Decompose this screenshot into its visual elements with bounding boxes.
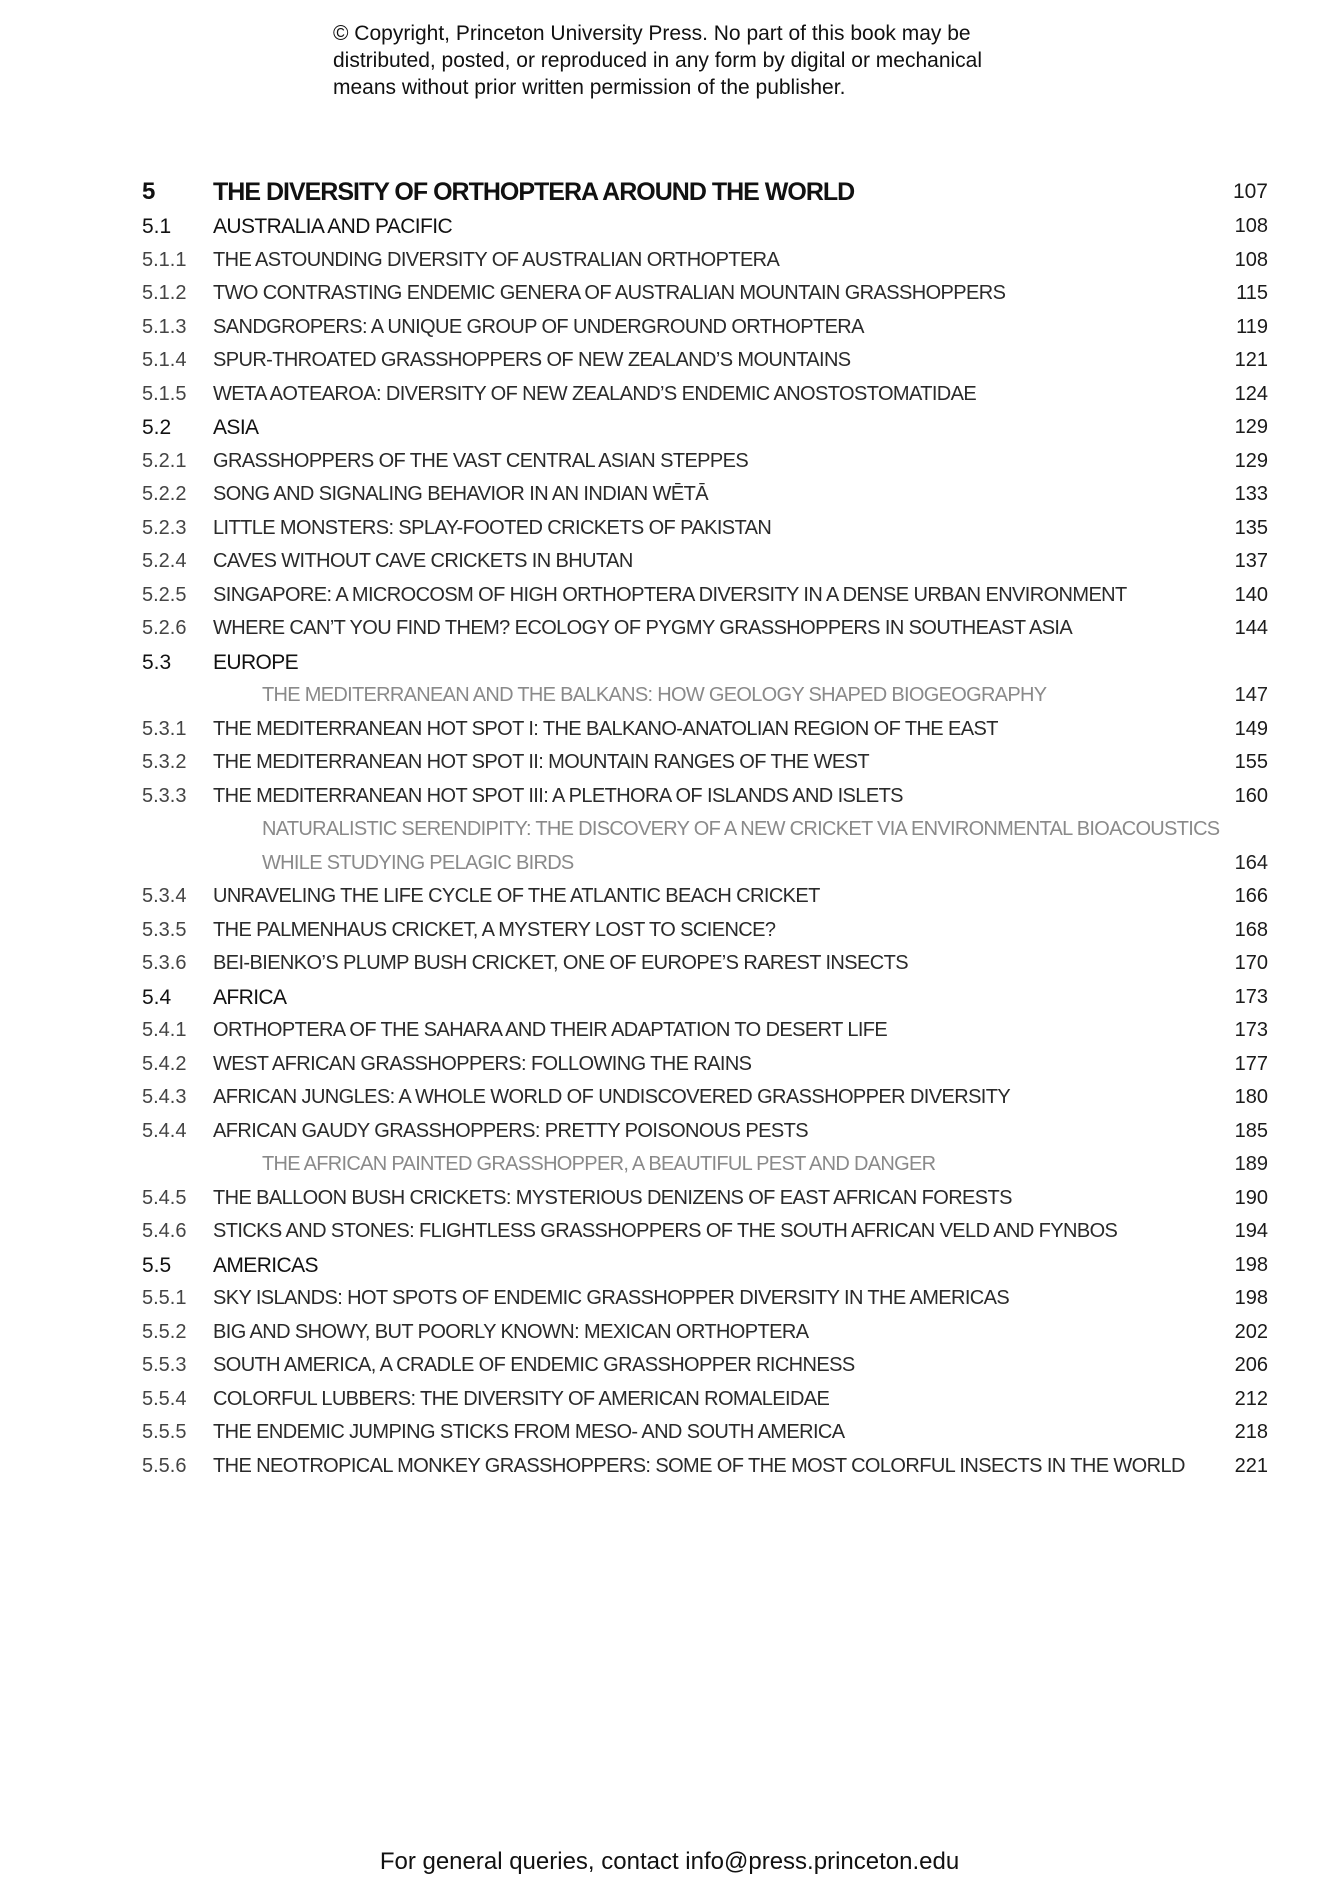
toc-box-row	[142, 679, 1268, 713]
toc-page-number: 218	[1234, 1421, 1268, 1443]
toc-box-row	[142, 1148, 1268, 1182]
toc-page-number: 221	[1234, 1454, 1268, 1477]
toc-title: THE MEDITERRANEAN HOT SPOT II: MOUNTAIN RANGES OF THE WEST	[213, 751, 870, 773]
toc-entry-row	[142, 311, 1268, 345]
toc-page-number: 173	[1234, 985, 1268, 1008]
toc-title: AMERICAS	[213, 1253, 318, 1277]
toc-number: 5.2.3	[142, 516, 187, 539]
toc-number: 5.5.4	[142, 1387, 187, 1410]
toc-entry-row	[142, 1450, 1268, 1484]
toc-box-row	[142, 813, 1268, 847]
toc-entry-row	[142, 344, 1268, 378]
copyright-line-3: means without prior written permission of the publisher.	[333, 76, 846, 99]
toc-page-number: 129	[1234, 416, 1268, 438]
toc-section-row	[142, 210, 1268, 244]
toc-page-number: 147	[1234, 684, 1268, 706]
toc-title: THE AFRICAN PAINTED GRASSHOPPER, A BEAUTIFUL PEST AND DANGER	[262, 1153, 936, 1175]
toc-title: SONG AND SIGNALING BEHAVIOR IN AN INDIAN WĒTĀ	[213, 483, 708, 505]
toc-title: ORTHOPTERA OF THE SAHARA AND THEIR ADAPTATION TO DESERT LIFE	[213, 1019, 888, 1041]
toc-number: 5.2.5	[142, 583, 187, 606]
toc-entry-row	[142, 277, 1268, 311]
toc-page-number: 115	[1236, 282, 1268, 304]
toc-number: 5.3.1	[142, 717, 187, 740]
toc-title: CAVES WITHOUT CAVE CRICKETS IN BHUTAN	[213, 550, 633, 572]
copyright-line-1: © Copyright, Princeton University Press. No part of this book may be	[333, 22, 971, 45]
toc-entry-row	[142, 1182, 1268, 1216]
toc-entry-row	[142, 880, 1268, 914]
toc-page-number: 185	[1234, 1119, 1268, 1142]
toc-page-number: 180	[1234, 1086, 1268, 1108]
toc-page-number: 160	[1234, 784, 1268, 807]
toc-title: WETA AOTEAROA: DIVERSITY OF NEW ZEALAND’S ENDEMIC ANOSTOSTOMATIDAE	[213, 382, 977, 405]
toc-page-number: 170	[1234, 952, 1268, 974]
toc-number: 5.3.2	[142, 751, 187, 773]
toc-number: 5.1.3	[142, 315, 187, 338]
toc-title: SANDGROPERS: A UNIQUE GROUP OF UNDERGROUND ORTHOPTERA	[213, 315, 864, 338]
toc-number: 5.2	[142, 416, 172, 439]
toc-number: 5.2.1	[142, 449, 187, 472]
toc-title: BIG AND SHOWY, BUT POORLY KNOWN: MEXICAN ORTHOPTERA	[213, 1320, 809, 1343]
toc-number: 5.1	[142, 215, 172, 238]
toc-page-number: 144	[1234, 617, 1268, 639]
toc-page-number: 166	[1234, 885, 1268, 907]
toc-entry-row	[142, 244, 1268, 278]
toc-number: 5.5.6	[142, 1454, 187, 1477]
toc-title: LITTLE MONSTERS: SPLAY-FOOTED CRICKETS OF PAKISTAN	[213, 516, 772, 539]
table-of-contents	[142, 174, 1268, 1483]
toc-page-number: 124	[1234, 382, 1268, 405]
toc-number: 5.2.6	[142, 617, 187, 639]
toc-entry-row	[142, 947, 1268, 981]
toc-page-number: 137	[1234, 550, 1268, 572]
toc-title: SOUTH AMERICA, A CRADLE OF ENDEMIC GRASSHOPPER RICHNESS	[213, 1354, 855, 1376]
toc-entry-row	[142, 579, 1268, 613]
toc-page-number: 140	[1234, 583, 1268, 606]
toc-number: 5	[142, 178, 156, 205]
toc-chapter-row	[142, 174, 1268, 210]
toc-page-number: 107	[1232, 180, 1268, 203]
toc-title: TWO CONTRASTING ENDEMIC GENERA OF AUSTRALIAN MOUNTAIN GRASSHOPPERS	[213, 282, 1006, 304]
toc-section-row	[142, 411, 1268, 445]
toc-page-number: 164	[1234, 851, 1268, 874]
toc-number: 5.4	[142, 985, 172, 1009]
toc-title: WHILE STUDYING PELAGIC BIRDS	[262, 851, 574, 874]
footer-contact: For general queries, contact info@press.princeton.edu	[379, 1848, 960, 1875]
toc-page-number: 173	[1234, 1019, 1268, 1041]
toc-number: 5.4.4	[142, 1119, 187, 1142]
toc-number: 5.5.3	[142, 1354, 187, 1376]
toc-page-number: 135	[1234, 516, 1268, 539]
toc-number: 5.5.1	[142, 1287, 187, 1309]
toc-number: 5.5.2	[142, 1320, 187, 1343]
toc-page-number: 108	[1234, 215, 1268, 237]
toc-title: THE DIVERSITY OF ORTHOPTERA AROUND THE WORLD	[213, 178, 855, 206]
toc-title: THE MEDITERRANEAN AND THE BALKANS: HOW GEOLOGY SHAPED BIOGEOGRAPHY	[262, 684, 1047, 706]
toc-number: 5.1.1	[142, 248, 187, 271]
copyright-line-2: distributed, posted, or reproduced in any form by digital or mechanical	[333, 49, 983, 72]
toc-page-number: 198	[1234, 1253, 1268, 1276]
toc-number: 5.2.2	[142, 483, 187, 505]
toc-entry-row	[142, 1383, 1268, 1417]
toc-title: THE ENDEMIC JUMPING STICKS FROM MESO- AND SOUTH AMERICA	[213, 1421, 845, 1443]
toc-number: 5.3.6	[142, 952, 187, 974]
toc-entry-row	[142, 378, 1268, 412]
toc-title: THE MEDITERRANEAN HOT SPOT I: THE BALKANO-ANATOLIAN REGION OF THE EAST	[213, 717, 998, 740]
toc-page-number: 121	[1234, 349, 1268, 371]
toc-entry-row	[142, 1081, 1268, 1115]
toc-number: 5.1.4	[142, 349, 187, 371]
toc-page-number: 129	[1234, 449, 1268, 472]
toc-number: 5.4.3	[142, 1086, 187, 1108]
toc-title: WHERE CAN’T YOU FIND THEM? ECOLOGY OF PYGMY GRASSHOPPERS IN SOUTHEAST ASIA	[213, 617, 1073, 639]
toc-entry-row	[142, 1316, 1268, 1350]
toc-page-number: 194	[1234, 1220, 1268, 1242]
toc-number: 5.4.5	[142, 1186, 187, 1209]
toc-page-number: 108	[1234, 248, 1268, 271]
toc-section-row	[142, 1249, 1268, 1283]
toc-entry-row	[142, 1115, 1268, 1149]
toc-title: SINGAPORE: A MICROCOSM OF HIGH ORTHOPTERA DIVERSITY IN A DENSE URBAN ENVIRONMENT	[213, 583, 1127, 606]
toc-title: THE PALMENHAUS CRICKET, A MYSTERY LOST TO SCIENCE?	[213, 918, 776, 941]
toc-title: UNRAVELING THE LIFE CYCLE OF THE ATLANTIC BEACH CRICKET	[213, 885, 820, 907]
toc-entry-row	[142, 545, 1268, 579]
toc-number: 5.3	[142, 650, 172, 674]
copyright-notice	[333, 20, 1093, 101]
toc-entry-row	[142, 612, 1268, 646]
toc-number: 5.4.1	[142, 1019, 187, 1041]
toc-entry-row	[142, 914, 1268, 948]
toc-number: 5.5.5	[142, 1421, 187, 1443]
toc-entry-row	[142, 1215, 1268, 1249]
toc-number: 5.1.5	[142, 382, 187, 405]
toc-title: AFRICAN JUNGLES: A WHOLE WORLD OF UNDISCOVERED GRASSHOPPER DIVERSITY	[213, 1086, 1011, 1108]
toc-page-number: 198	[1234, 1287, 1268, 1309]
toc-title: EUROPE	[213, 650, 299, 674]
toc-page-number: 189	[1234, 1153, 1268, 1175]
toc-title: WEST AFRICAN GRASSHOPPERS: FOLLOWING THE RAINS	[213, 1052, 752, 1075]
toc-section-row	[142, 981, 1268, 1015]
toc-box-row	[142, 847, 1268, 881]
toc-entry-row	[142, 713, 1268, 747]
toc-title: NATURALISTIC SERENDIPITY: THE DISCOVERY OF A NEW CRICKET VIA ENVIRONMENTAL BIOACOUSTICS	[262, 818, 1220, 840]
toc-page-number: 155	[1234, 751, 1268, 773]
toc-page-number: 206	[1234, 1354, 1268, 1376]
toc-entry-row	[142, 746, 1268, 780]
toc-entry-row	[142, 1282, 1268, 1316]
toc-page-number: 119	[1236, 315, 1268, 338]
toc-title: ASIA	[213, 416, 259, 439]
toc-number: 5.5	[142, 1253, 172, 1277]
toc-entry-row	[142, 1349, 1268, 1383]
toc-title: AFRICAN GAUDY GRASSHOPPERS: PRETTY POISONOUS PESTS	[213, 1119, 808, 1142]
toc-number: 5.4.2	[142, 1052, 187, 1075]
toc-title: THE NEOTROPICAL MONKEY GRASSHOPPERS: SOME OF THE MOST COLORFUL INSECTS IN THE WORLD	[213, 1454, 1185, 1477]
toc-title: AUSTRALIA AND PACIFIC	[213, 215, 453, 238]
toc-entry-row	[142, 1416, 1268, 1450]
toc-title: THE BALLOON BUSH CRICKETS: MYSTERIOUS DENIZENS OF EAST AFRICAN FORESTS	[213, 1186, 1012, 1209]
toc-section-row	[142, 646, 1268, 680]
toc-number: 5.3.3	[142, 784, 187, 807]
toc-entry-row	[142, 1014, 1268, 1048]
toc-title: SKY ISLANDS: HOT SPOTS OF ENDEMIC GRASSHOPPER DIVERSITY IN THE AMERICAS	[213, 1287, 1010, 1309]
toc-number: 5.2.4	[142, 550, 187, 572]
toc-page-number: 177	[1234, 1052, 1268, 1075]
toc-title: THE MEDITERRANEAN HOT SPOT III: A PLETHORA OF ISLANDS AND ISLETS	[213, 784, 903, 807]
toc-title: THE ASTOUNDING DIVERSITY OF AUSTRALIAN ORTHOPTERA	[213, 248, 780, 271]
toc-number: 5.3.4	[142, 885, 187, 907]
toc-entry-row	[142, 780, 1268, 814]
toc-number: 5.1.2	[142, 282, 187, 304]
toc-page-number: 202	[1234, 1320, 1268, 1343]
toc-page-number: 212	[1234, 1387, 1268, 1410]
toc-title: STICKS AND STONES: FLIGHTLESS GRASSHOPPERS OF THE SOUTH AFRICAN VELD AND FYNBOS	[213, 1220, 1118, 1242]
toc-page-number: 168	[1234, 918, 1268, 941]
toc-page-number: 149	[1234, 717, 1268, 740]
toc-number: 5.4.6	[142, 1220, 187, 1242]
toc-entry-row	[142, 445, 1268, 479]
toc-entry-row	[142, 512, 1268, 546]
toc-title: GRASSHOPPERS OF THE VAST CENTRAL ASIAN STEPPES	[213, 449, 749, 472]
toc-page-number: 133	[1234, 483, 1268, 505]
toc-title: COLORFUL LUBBERS: THE DIVERSITY OF AMERICAN ROMALEIDAE	[213, 1387, 830, 1410]
toc-page-number: 190	[1234, 1186, 1268, 1209]
toc-entry-row	[142, 1048, 1268, 1082]
toc-title: BEI-BIENKO’S PLUMP BUSH CRICKET, ONE OF EUROPE’S RAREST INSECTS	[213, 952, 908, 974]
toc-entry-row	[142, 478, 1268, 512]
toc-title: SPUR-THROATED GRASSHOPPERS OF NEW ZEALAND’S MOUNTAINS	[213, 349, 851, 371]
toc-title: AFRICA	[213, 985, 287, 1009]
toc-number: 5.3.5	[142, 918, 187, 941]
